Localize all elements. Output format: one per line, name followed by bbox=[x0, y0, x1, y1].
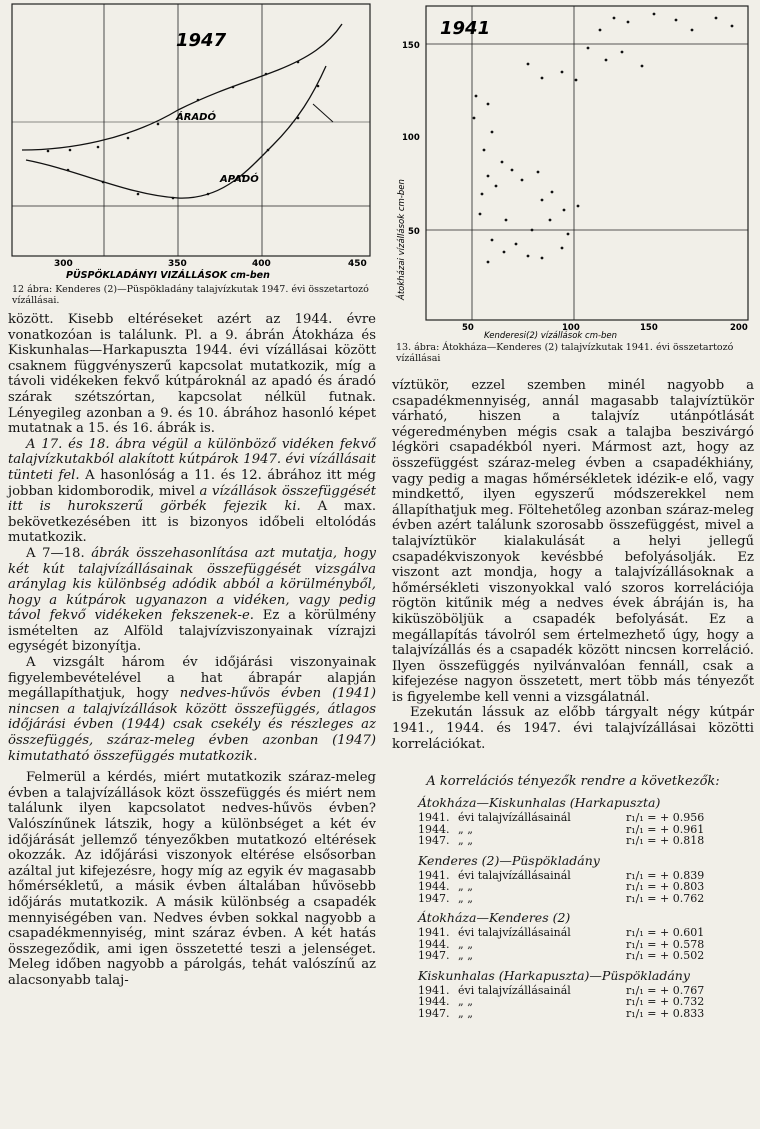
correlation-year: 1944. bbox=[418, 822, 450, 836]
correlation-heading: A korrelációs tényezők rendre a következők: bbox=[426, 774, 720, 790]
correlation-text: „ „ bbox=[458, 937, 473, 951]
correlation-text: évi talajvízállásainál bbox=[458, 868, 571, 882]
right-body bbox=[392, 378, 754, 1019]
fig12-apado-label: APADÓ bbox=[220, 174, 259, 185]
fig13-ytick-150: 150 bbox=[402, 41, 420, 51]
left-p3-a: A 7—18. bbox=[26, 545, 92, 561]
left-p4-a: A vizsgált három év időjárási viszonyainak figyelembevételével a hat ábrapár alapján megállapíthatjuk, hogy bbox=[8, 655, 376, 702]
fig13-points bbox=[473, 13, 734, 264]
left-paragraph-3 bbox=[8, 546, 376, 655]
figure-12 bbox=[8, 0, 376, 306]
correlation-year: 1941. bbox=[418, 811, 450, 825]
fig13-xtick-50: 50 bbox=[462, 323, 474, 333]
correlation-year: 1947. bbox=[418, 1006, 450, 1020]
left-p2-italic-2: a vízállások összefüggését itt is hurokszerű görbék fejezik ki. bbox=[8, 483, 376, 515]
left-p3-b: Ez a körülmény ismételten az Alföld talajvízviszonyainak vízrajzi egységét bizonyítja. bbox=[8, 608, 376, 655]
correlation-year: 1944. bbox=[418, 995, 450, 1009]
fig12-tick-400: 400 bbox=[252, 259, 271, 269]
correlation-text: „ „ bbox=[458, 880, 473, 894]
correlation-value: r₁/₁ = + 0.732 bbox=[626, 995, 705, 1009]
correlation-year: 1941. bbox=[418, 926, 450, 940]
fig13-xtick-100: 100 bbox=[562, 323, 580, 333]
correlation-group-title: Átokháza—Kenderes (2) bbox=[418, 910, 571, 926]
correlation-year: 1947. bbox=[418, 834, 450, 848]
correlation-value: r₁/₁ = + 0.803 bbox=[626, 880, 705, 894]
left-paragraph-5: Felmerül a kérdés, miért mutatkozik száraz-meleg évben a talajvízállások közt összefüggés és miért nem találunk ilyen kapcsolatot nedves-hűvös évben? Valószínűnek látszik, hogy a különbséget a két év időjárását jellemző tényezőkben mutatkozó eltérések okozzák. Az időjárási viszonyok eltérése elsősorban azáltal jut kifejezésre, hogy míg az egyik év magasabb hőmérsékletű, a másik évben általában hűvösebb időjárás mutatkozik. A másik különbség a csapadék mennyiségében van. Nedves évben sokkal nagyobb a csapadékmennyiség, mint száraz évben. A két hatás összegeződik, ami igen összetetté teszi a jelenséget. Meleg időben nagyobb a párolgás, tehát valószínű az alacsonyabb talaj- bbox=[8, 770, 376, 988]
correlation-value: r₁/₁ = + 0.762 bbox=[626, 891, 705, 905]
left-p4-italic: nedves-hűvös évben (1941) nincsen a talajvízállások között összefüggés, átlagos időjárási évben (1944) csak csekély és részleges az összefüggés, száraz-meleg évben azonban (1947) kimutatható összefüggés mutatkozik. bbox=[8, 686, 376, 764]
fig12-year: 1947 bbox=[176, 30, 227, 51]
correlation-value: r₁/₁ = + 0.956 bbox=[626, 811, 705, 825]
fig12-tick-350: 350 bbox=[168, 259, 187, 269]
figure-13-plot bbox=[392, 0, 754, 340]
correlation-value: r₁/₁ = + 0.961 bbox=[626, 822, 705, 836]
fig12-points bbox=[47, 61, 320, 200]
correlation-text: „ „ bbox=[458, 891, 473, 905]
correlation-value: r₁/₁ = + 0.578 bbox=[626, 937, 705, 951]
right-paragraph-2: Ezekután lássuk az előbb tárgyalt négy kútpár 1941., 1944. és 1947. évi talajvízállásai közötti korrelációkat. bbox=[392, 705, 754, 752]
correlation-group-title: Kiskunhalas (Harkapuszta)—Püspökladány bbox=[418, 967, 690, 983]
fig13-xtick-150: 150 bbox=[640, 323, 658, 333]
correlation-year: 1941. bbox=[418, 868, 450, 882]
correlation-text: évi talajvízállásainál bbox=[458, 926, 571, 940]
correlation-year: 1947. bbox=[418, 891, 450, 905]
left-body bbox=[8, 312, 376, 989]
correlation-value: r₁/₁ = + 0.833 bbox=[626, 1006, 705, 1020]
fig13-ytick-100: 100 bbox=[402, 133, 420, 143]
correlation-row bbox=[392, 1008, 754, 1020]
correlation-year: 1944. bbox=[418, 937, 450, 951]
correlation-text: „ „ bbox=[458, 949, 473, 963]
correlation-group-title: Átokháza—Kiskunhalas (Harkapuszta) bbox=[418, 795, 661, 811]
correlation-value: r₁/₁ = + 0.601 bbox=[626, 926, 705, 940]
fig12-tick-450: 450 bbox=[348, 259, 367, 269]
correlation-value: r₁/₁ = + 0.502 bbox=[626, 949, 705, 963]
correlation-row bbox=[392, 893, 754, 905]
fig12-caption: 12 ábra: Kenderes (2)—Püspökladány talajvízkutak 1947. évi összetartozó vízállásai. bbox=[12, 284, 369, 306]
fig12-xaxis-title: PÜSPÖKLADÁNYI VIZÁLLÁSOK cm-ben bbox=[66, 270, 270, 281]
left-p2-a: A hasonlóság a 11. és 12. ábrához itt még jobban kidomborodik, mivel bbox=[8, 467, 376, 499]
fig13-year: 1941 bbox=[440, 18, 491, 39]
correlation-groups bbox=[392, 795, 754, 1019]
right-column bbox=[392, 0, 754, 1019]
fig13-yaxis-title: Átokházai vízállások cm-ben bbox=[397, 179, 407, 300]
correlation-text: évi talajvízállásainál bbox=[458, 811, 571, 825]
correlation-group-title: Kenderes (2)—Püspökladány bbox=[418, 852, 600, 868]
left-paragraph-1: között. Kisebb eltéréseket azért az 1944. évre vonatkozóan is találunk. Pl. a 9. ábrán Átokháza és Kiskunhalas—Harkapuszta 1944. évi vízállásai között csaknem függvényszerű kapcsolat mutatkozik, míg a távoli vidékeken fekvő kútpároknál az apadó és áradó szárak szétszórtan, kapcsolat nélkül futnak. Lényegileg azonban a 9. és 10. ábrához hasonló képet mutatnak a 15. és 16. ábrák is. bbox=[8, 312, 376, 437]
correlation-value: r₁/₁ = + 0.767 bbox=[626, 983, 705, 997]
left-column bbox=[8, 0, 376, 989]
correlation-text: „ „ bbox=[458, 834, 473, 848]
correlation-value: r₁/₁ = + 0.839 bbox=[626, 868, 705, 882]
fig12-arado-label: ÁRADÓ bbox=[176, 112, 216, 123]
correlation-text: „ „ bbox=[458, 822, 473, 836]
fig12-arrow bbox=[313, 104, 333, 122]
fig13-xtick-200: 200 bbox=[730, 323, 748, 333]
left-p3-italic: ábrák összehasonlítása azt mutatja, hogy két kút talajvízállásainak összefüggését vizsgálva aránylag kis különbség adódik abból a körülményből, hogy a kútpárok ugyanazon a vidéken, vagy pedig távol fekvő vidékeken fekszenek-e. bbox=[8, 545, 376, 624]
figure-13 bbox=[392, 0, 754, 364]
fig13-caption: 13. ábra: Átokháza—Kenderes (2) talajvízkutak 1941. évi összetartozó vízállásai bbox=[396, 342, 734, 364]
fig12-apado-curve bbox=[26, 66, 326, 198]
left-p2-italic: A 17. és 18. ábra végül a különböző vidéken fekvő talajvízkutakból alakított kútpárok 1947. évi vízállásait tünteti fel. bbox=[8, 436, 376, 483]
correlation-section bbox=[392, 774, 754, 1019]
fig13-ytick-50: 50 bbox=[408, 227, 420, 237]
correlation-year: 1941. bbox=[418, 983, 450, 997]
correlation-text: „ „ bbox=[458, 1006, 473, 1020]
left-paragraph-4 bbox=[8, 655, 376, 764]
correlation-text: „ „ bbox=[458, 995, 473, 1009]
fig13-xaxis-title: Kenderesi(2) vízállások cm-ben bbox=[484, 331, 618, 340]
figure-12-plot bbox=[8, 0, 376, 282]
correlation-year: 1944. bbox=[418, 880, 450, 894]
correlation-row bbox=[392, 950, 754, 962]
correlation-year: 1947. bbox=[418, 949, 450, 963]
right-paragraph-1: víztükör, ezzel szemben minél nagyobb a csapadékmennyiség, annál magasabb talajvíztükör várható, hiszen a talajvíz utánpótlását végeredményben mégis csak a talajba beszivárgó légköri csapadékból nyeri. Mármost azt, hogy az összefüggést száraz-meleg évben a csapadékhiány, vagy pedig a magas hőmérsékletek idézik-e elő, vagy mindkettő, ilyen egyszerű módszerekkel nem állapíthatjuk meg. Föltehetőleg azonban száraz-meleg évben azért találunk szorosabb összefüggést, mivel a talajvíztükör kialakulását a helyi jellegű csapadékviszonyok kevésbbé befolyásolják. Ez viszont azt mondja, hogy a talajvízállásoknak a hőmérsékleti viszonyokkal való szoros korrelációja rögtön kitűnik még a nedves évek ábráján is, ha kiküszöböljük a csapadék befolyását. Ez a megállapítás távolról sem értelmezhető úgy, hogy a talajvízállás és a csapadék között nincsen korreláció. Ilyen összefüggés nyilvánvalóan fennáll, csak a kifejezése nagyon összetett, mert több más tényezőt is figyelembe kell venni a vizsgálatnál. bbox=[392, 378, 754, 705]
left-p2-b: A max. bekövetkezésében itt is bizonyos időbeli eltolódás mutatkozik. bbox=[8, 499, 377, 546]
fig12-tick-300: 300 bbox=[54, 259, 73, 269]
left-paragraph-2 bbox=[8, 437, 376, 546]
correlation-value: r₁/₁ = + 0.818 bbox=[626, 834, 705, 848]
correlation-row bbox=[392, 835, 754, 847]
correlation-text: évi talajvízállásainál bbox=[458, 983, 571, 997]
